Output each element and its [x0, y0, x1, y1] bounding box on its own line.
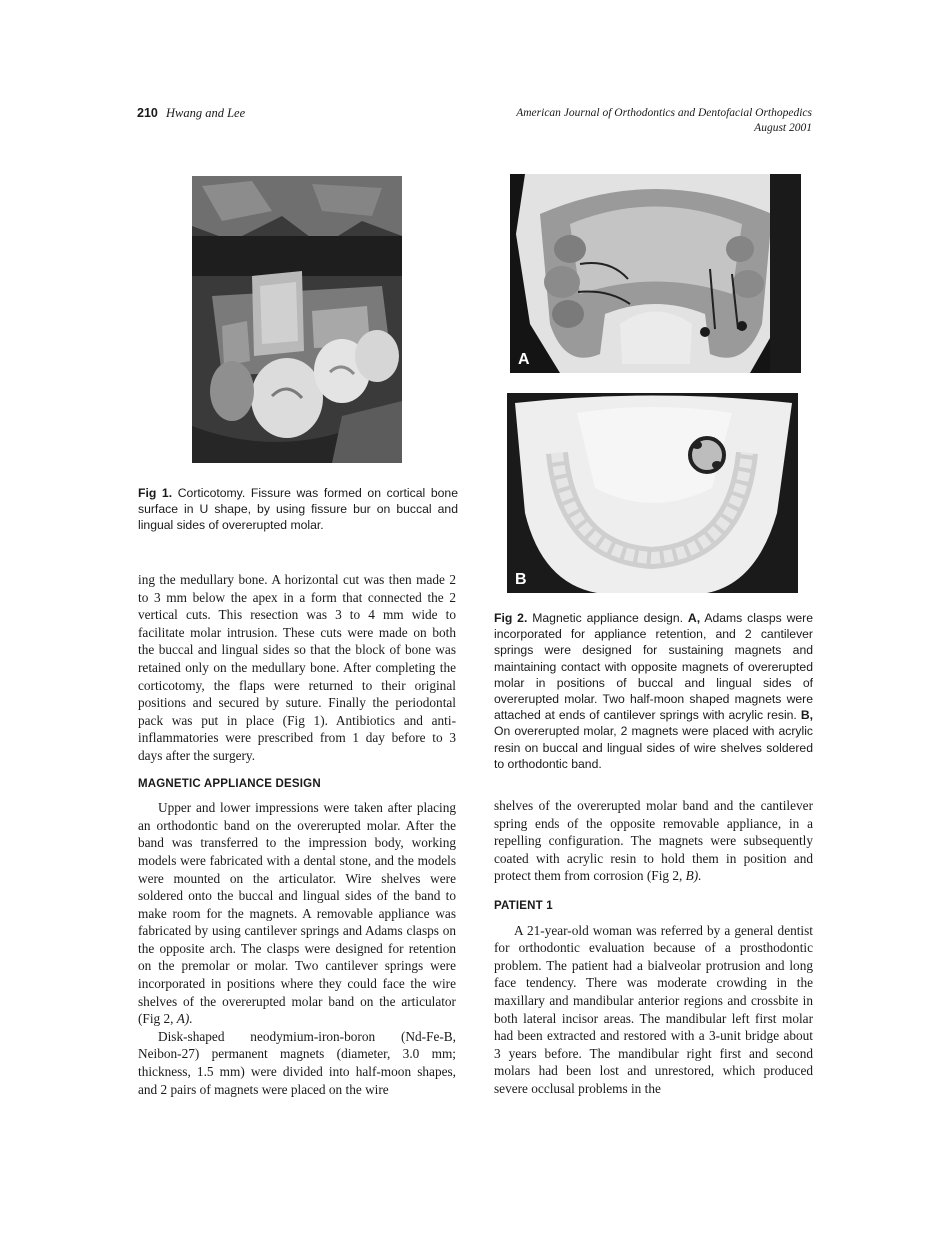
corticotomy-photo-image — [192, 176, 402, 463]
fig2-caption-a-label: A, — [687, 611, 701, 625]
removable-appliance-image — [510, 174, 801, 373]
fig1-label: Fig 1. — [138, 486, 173, 500]
section-heading-magnetic-appliance: MAGNETIC APPLIANCE DESIGN — [138, 777, 321, 790]
body-paragraph: Disk-shaped neodymium-iron-boron (Nd-Fe-B, Neibon-27) permanent magnets (diameter, 3.0 mm; thickness, 1.5 mm) were divided into half-moon shapes, and 2 pairs of magnets were placed on the wire — [138, 1028, 456, 1097]
fig2-caption-b-text: On overerupted molar, 2 magnets were placed with acrylic resin on buccal and lingual sides of wire shelves soldered to orthodontic band. — [494, 724, 813, 771]
body-paragraph — [138, 799, 456, 1028]
left-column — [138, 571, 456, 1098]
author-names: Hwang and Lee — [165, 106, 246, 120]
fig1-caption — [138, 485, 458, 534]
mandibular-model-image — [507, 393, 798, 593]
right-column — [494, 797, 813, 1098]
fig2-caption — [494, 610, 813, 772]
fig2-panel-b-label: B — [515, 571, 527, 588]
fig2b-photo — [507, 393, 798, 593]
fig2-label: Fig 2. — [494, 611, 528, 625]
fig1-caption-text: Corticotomy. Fissure was formed on cortical bone surface in U shape, by using fissure bur on buccal and lingual sides of overerupted molar. — [138, 486, 458, 533]
body-paragraph — [494, 797, 813, 885]
running-header-left — [137, 106, 245, 121]
fig2-caption-b-label: B, — [800, 708, 813, 723]
fig2-caption-a-text: Adams clasps were incorporated for appliance retention, and 2 cantilever springs were designed for sustaining magnets and maintaining contact with opposite magnets of overerupted molar in positions of buccal and lingual sides of overerupted molar. Two half-moon shaped magnets were attached at ends of cantilever springs with acrylic resin. — [494, 611, 814, 723]
section-heading-patient-1: PATIENT 1 — [494, 899, 553, 912]
body-paragraph: ing the medullary bone. A horizontal cut was then made 2 to 3 mm below the apex in a form that connected the 2 vertical cuts. This resection was 3 to 4 mm wide to facilitate molar intrusion. These cuts were made on both the buccal and lingual sides so that the block of bone was retained only on the medullary bone. After completing the corticotomy, the flaps were returned to their original positions and secured by suture. Finally the periodontal pack was put in place (Fig 1). Antibiotics and anti-inflammatories were prescribed from 1 day before to 3 days after the surgery. — [138, 572, 456, 763]
running-header-right — [516, 106, 812, 136]
fig2-caption-intro: Magnetic appliance design. — [532, 611, 683, 625]
journal-issue: August 2001 — [754, 122, 812, 134]
fig2-panel-a-label: A — [518, 351, 530, 368]
figure-reference: B). — [685, 868, 702, 884]
body-paragraph: A 21-year-old woman was referred by a general dentist for orthodontic evaluation because of a prosthodontic problem. The patient had a bialveolar protrusion and long face tendency. There was moderate crowding in the maxillary and mandibular anterior regions and crossbite in both lateral incisor areas. The mandibular left first molar had been extracted and restored with a 3-unit bridge about 3 years before. The mandibular right first and second molars had been lost and unrestored, which produced severe occlusal problems in the — [494, 922, 813, 1096]
fig1-photo — [192, 176, 402, 463]
fig2a-photo — [510, 174, 801, 373]
page-number: 210 — [137, 106, 158, 120]
journal-title: American Journal of Orthodontics and Dentofacial Orthopedics — [516, 107, 812, 119]
body-paragraph-text: Upper and lower impressions were taken after placing an orthodontic band on the overerupted molar. After the band was transferred to the impression body, working models were fabricated with a dental stone, and the models were mounted on the articulator. Wire shelves were soldered onto the buccal and lingual sides of the band to make room for the magnets. A removable appliance was fabricated by using cantilever springs and Adams clasps on the opposite arch. The clasps were designed for retention on the premolar or molar. Two cantilever springs were incorporated in positions where they could face the wire shelves of the overerupted molar band on the articulator (Fig 2, — [138, 800, 456, 1027]
body-paragraph-text: shelves of the overerupted molar band and the cantilever spring ends of the opposite removable appliance, in a repelling configuration. The magnets were subsequently coated with acrylic resin to hold them in position and protect them from corrosion (Fig 2, — [494, 798, 813, 884]
figure-reference: A). — [176, 1011, 193, 1027]
